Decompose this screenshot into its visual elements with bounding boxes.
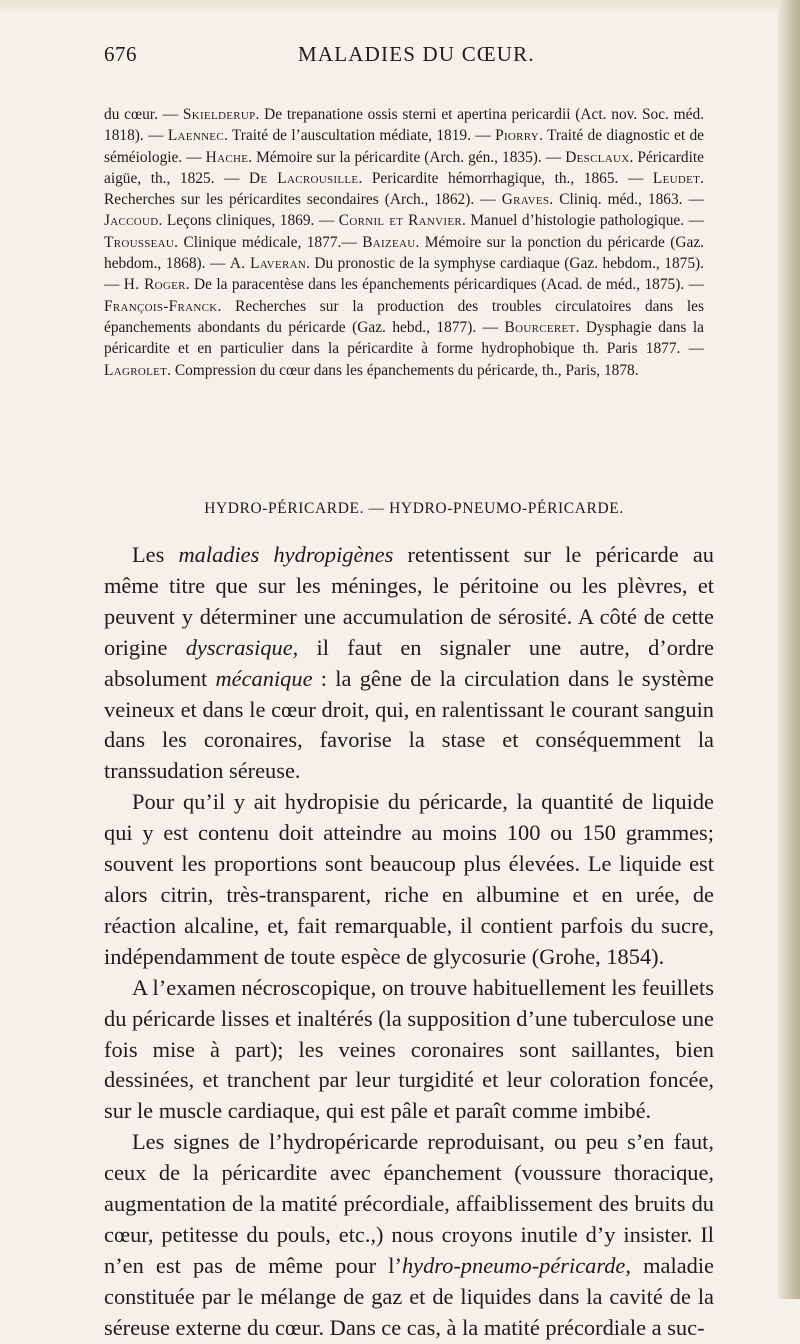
text-run: , maladie constituée par le mélange de gaz et de liquides dans la cavité de la séreuse externe du cœur. Dans ce cas, à la matité précordiale a suc- [104, 1252, 714, 1340]
italic-term: mécanique [215, 665, 313, 691]
text-run: . Mémoire sur la péricardite (Arch. gén., 1835). — [248, 148, 566, 166]
body-text [104, 540, 714, 1344]
running-title: MALADIES DU CŒUR. [298, 42, 535, 66]
text-run: . Recherches sur les péricardites secondaires (Arch., 1862). — [104, 169, 704, 209]
text-run: Les signes de l’hydropéricarde reproduisant, ou peu s’en faut, ceux de la péricardite avec épanchement (voussure thoracique, augmentation de la matité précordiale, affaiblissement des bruits du cœur, petitesse du pouls, etc.,) nous croyons inutile d’y insister. Il n’en est pas de même pour l’ [104, 1129, 714, 1278]
text-run: : la gêne de la circulation dans le système veineux et dans le cœur droit, qui, en ralentissant le courant sanguin dans les coronaires, favorise la stase et conséquemment la transsudation séreuse. [104, 665, 714, 784]
author-name: François-Franck [104, 297, 218, 315]
text-run: . Clinique médicale, 1877.— [174, 233, 363, 251]
text-run: . Leçons cliniques, 1869. — [158, 212, 339, 230]
text-run: Les [132, 542, 179, 567]
author-name: Hache [205, 148, 249, 166]
author-name: Baizeau [362, 233, 416, 251]
running-header [104, 42, 704, 78]
italic-term: maladies hydropigènes [178, 542, 394, 567]
author-name: Bourceret [504, 318, 576, 336]
author-name: De Lacrousille [249, 169, 359, 187]
author-name: Skielderup [182, 106, 256, 123]
text-run: , il faut en signaler une autre, d’ordre absolument [104, 634, 714, 691]
text-run: . Pericardite hémorrhagique, th., 1865. — [358, 169, 653, 187]
bibliography-paragraph [104, 104, 704, 381]
text-run: Pour qu’il y ait hydropisie du péricarde, la quantité de liquide qui y est contenu doit atteindre au moins 100 ou 150 grammes; souvent les proportions sont beaucoup plus élevées. Le liquide est alors citrin, très-transparent, riche en albumine et en urée, de réaction alcaline, et, fait remarquable, il contient parfois du sucre, indépendamment de toute espèce de glycosurie (Grohe, 1854). [104, 789, 714, 969]
author-name: Laennec [167, 127, 224, 145]
body-paragraph [104, 787, 714, 972]
italic-term: dyscrasique [185, 634, 293, 660]
text-run: . Mémoire sur la ponction du péricarde (Gaz. hebdom., 1868). — [104, 233, 704, 273]
text-run: . Compression du cœur dans les épanchements du péricarde, th., Paris, 1878. [167, 361, 639, 379]
italic-term: hydro-pneumo-péricarde [401, 1252, 626, 1278]
body-paragraph [104, 540, 714, 787]
text-run: . Cliniq. méd., 1863. — [549, 191, 704, 209]
text-run: . Péricardite aigüe, th., 1825. — [104, 148, 704, 187]
page-edge-shadow [778, 0, 800, 1299]
text-run: retentissent sur le péricarde au même titre que sur les méninges, le péritoine ou les plèvres, et peuvent y déterminer une accumulation de sérosité. A côté de cette origine [104, 542, 714, 660]
body-paragraph [104, 973, 714, 1128]
page-top-shadow [0, 0, 800, 14]
text-run: . Manuel d’histologie pathologique. — [462, 212, 704, 230]
author-name: Piorry [495, 127, 540, 145]
author-name: Cornil et Ranvier [338, 212, 463, 230]
author-name: Trousseau [104, 233, 175, 251]
text-run: . De la paracentèse dans les épanchements péricardiques (Acad. de méd., 1875). — [185, 276, 704, 294]
author-name: H. Roger [123, 276, 186, 294]
author-name: Jaccoud [104, 212, 159, 230]
body-paragraph [104, 1127, 714, 1343]
text-run: du cœur. — [104, 106, 183, 123]
text-run: . De trepanatione ossis sterni et apertina pericardii (Act. nov. Soc. méd. 1818). — [104, 106, 704, 145]
bibliography-block [104, 104, 704, 381]
text-run: A l’examen nécroscopique, on trouve habituellement les feuillets du péricarde lisses et inaltérés (la supposition d’une tuberculose une fois mise à part); les veines coronaires sont saillantes, bien dessinées, et tranchent par leur turgidité et leur coloration foncée, sur le muscle cardiaque, qui est pâle et paraît comme imbibé. [104, 974, 714, 1124]
author-name: A. Laveran [229, 255, 307, 273]
author-name: Graves [501, 191, 550, 209]
text-run: . Du pronostic de la symphyse cardiaque (Gaz. hebdom., 1875). — [104, 255, 705, 294]
author-name: Leudet [652, 169, 701, 187]
text-run: . Traité de l’auscultation médiate, 1819. — [223, 127, 496, 145]
page-number: 676 [104, 42, 137, 66]
text-run: . Traité de diagnostic et de séméiologie. — [104, 127, 705, 166]
text-run: . Recherches sur la production des troubles circulatoires dans les épanchements abondants du péricarde (Gaz. hebd., 1877). — [104, 297, 704, 336]
section-heading: HYDRO-PÉRICARDE. — HYDRO-PNEUMO-PÉRICARDE. [204, 500, 624, 517]
author-name: Lagrolet [104, 361, 168, 379]
author-name: Desclaux [565, 148, 630, 166]
text-run: . Dysphagie dans la péricardite et en particulier dans la péricardite à forme hydrophobique th. Paris 1877. — [104, 318, 704, 358]
